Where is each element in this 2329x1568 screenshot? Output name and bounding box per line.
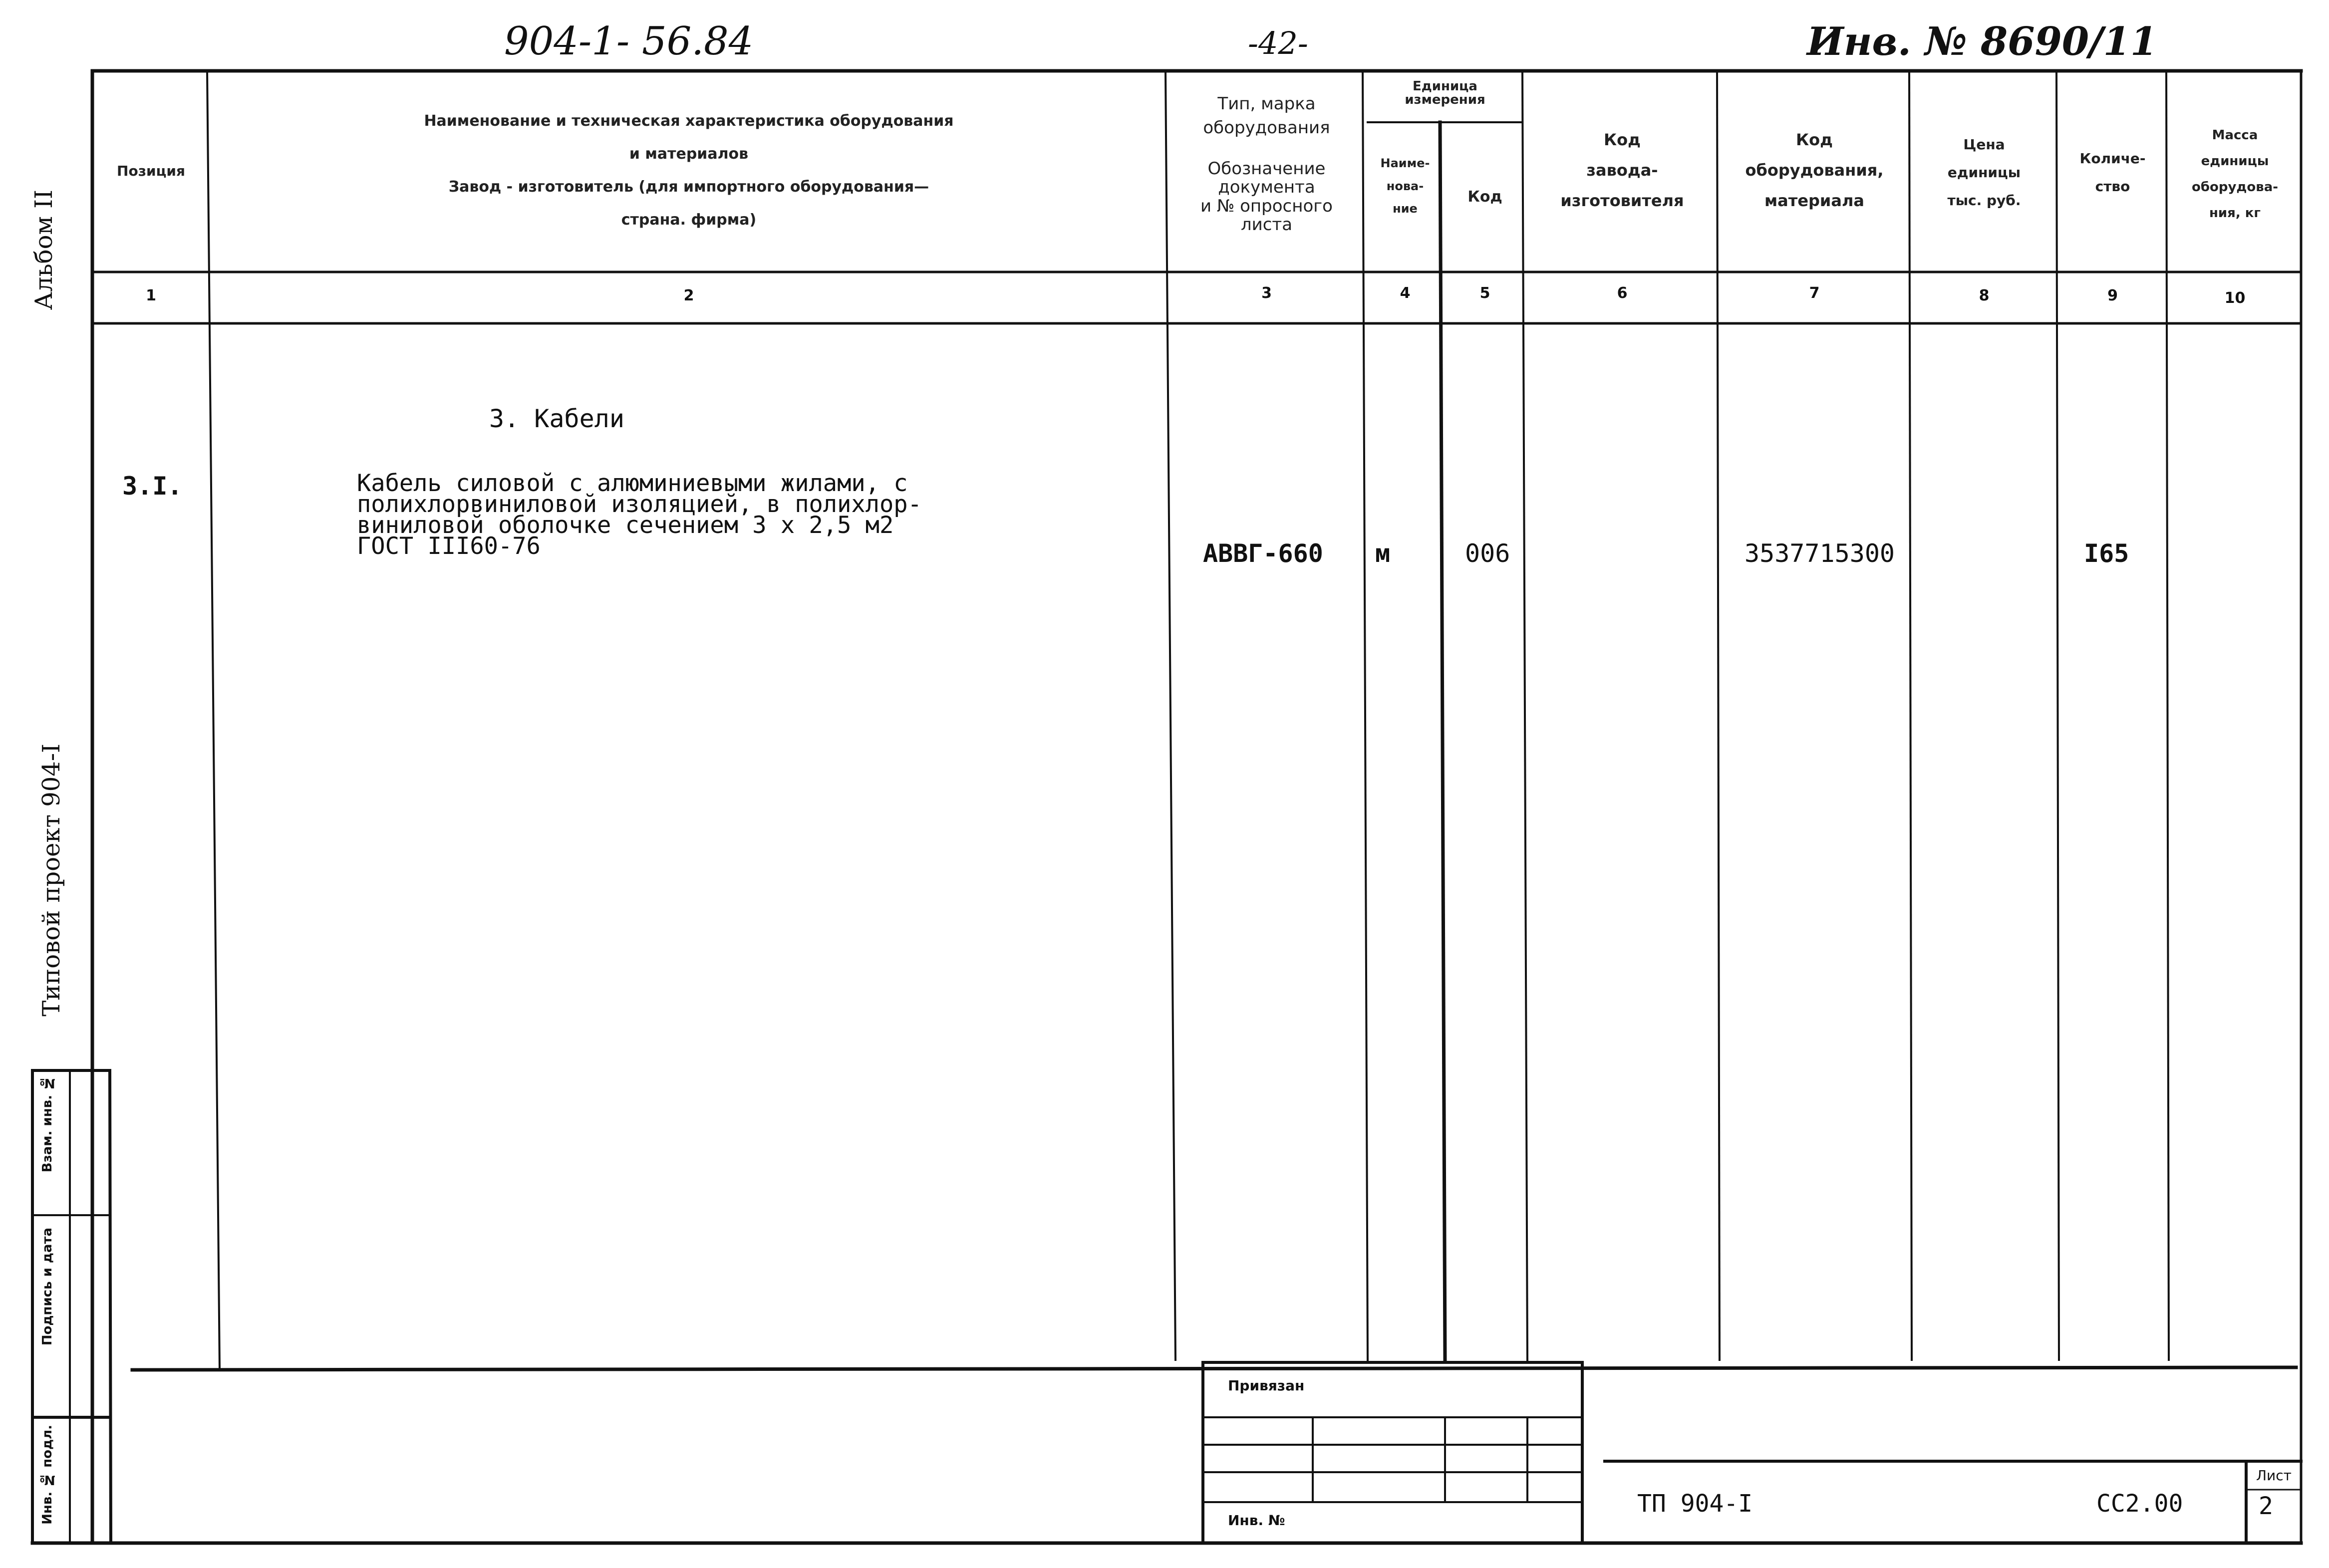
header-designation: Обозначение документа и № опросного листа [1200,159,1333,235]
page-number: -42- [1248,25,1308,61]
attached-label: Привязан [1228,1377,1305,1394]
column-number-1: 1 [146,287,156,304]
stamp-replaced-inv: Взам. инв. № [40,1075,55,1173]
column-number-10: 10 [2224,289,2246,307]
row-type: АВВГ-660 [1203,539,1323,568]
header-equipment-code: Код оборудования, материала [1745,130,1884,210]
row-name: Кабель силовой с алюминиевыми жилами, с полихлорвиниловой изоляцией, в полихлор- виниловой оболочке сечением 3 х 2,5 м2 ГОСТ III60-76 [357,470,922,560]
header-type: Тип, марка оборудования [1203,94,1330,138]
project-code: ТП 904-I [1637,1490,1753,1518]
inventory-number: Инв. № 8690/11 [1807,19,2158,64]
column-number-2: 2 [683,287,694,304]
header-position: Позиция [117,163,185,179]
stamp-signature-date: Подпись и дата [40,1228,55,1346]
column-number-7: 7 [1809,284,1820,302]
row-unit-code: 006 [1465,539,1510,568]
section-title: 3. Кабели [489,404,624,433]
album-label: Альбом II [30,190,58,310]
header-unit-code: Код [1467,188,1502,206]
column-number-5: 5 [1479,284,1490,302]
sheet-label: Лист [2256,1467,2292,1484]
header-price: Цена единицы тыс. руб. [1947,136,2021,209]
document-code: 904-1- 56.84 [504,19,754,64]
project-label: Типовой проект 904-I [37,744,65,1017]
column-number-3: 3 [1261,284,1272,302]
column-number-8: 8 [1979,287,1990,304]
row-unit-name: м [1375,539,1391,568]
inventory-label: Инв. № [1228,1512,1285,1529]
column-number-9: 9 [2107,287,2118,304]
column-number-4: 4 [1400,284,1411,302]
header-unit-group: Единица измерения [1405,79,1485,108]
header-unit-name: Наиме- нова- ние [1380,156,1430,216]
sheet-number: 2 [2259,1492,2273,1520]
row-equipment-code: 3537715300 [1745,539,1895,568]
header-name: Наименование и техническая характеристика оборудования и материалов Завод - изготовитель (для импортного оборудования— страна. фирма) [424,112,954,229]
sheet-code: СС2.00 [2096,1490,2183,1518]
stamp-original-inv: Инв. № подл. [40,1425,55,1525]
row-quantity: I65 [2084,539,2129,568]
header-mass: Масса единицы оборудова- ния, кг [2191,128,2279,221]
column-number-6: 6 [1617,284,1628,302]
header-quantity: Количе- ство [2079,150,2146,195]
header-plant-code: Код завода- изготовителя [1560,130,1684,210]
row-position: 3.I. [122,472,183,501]
